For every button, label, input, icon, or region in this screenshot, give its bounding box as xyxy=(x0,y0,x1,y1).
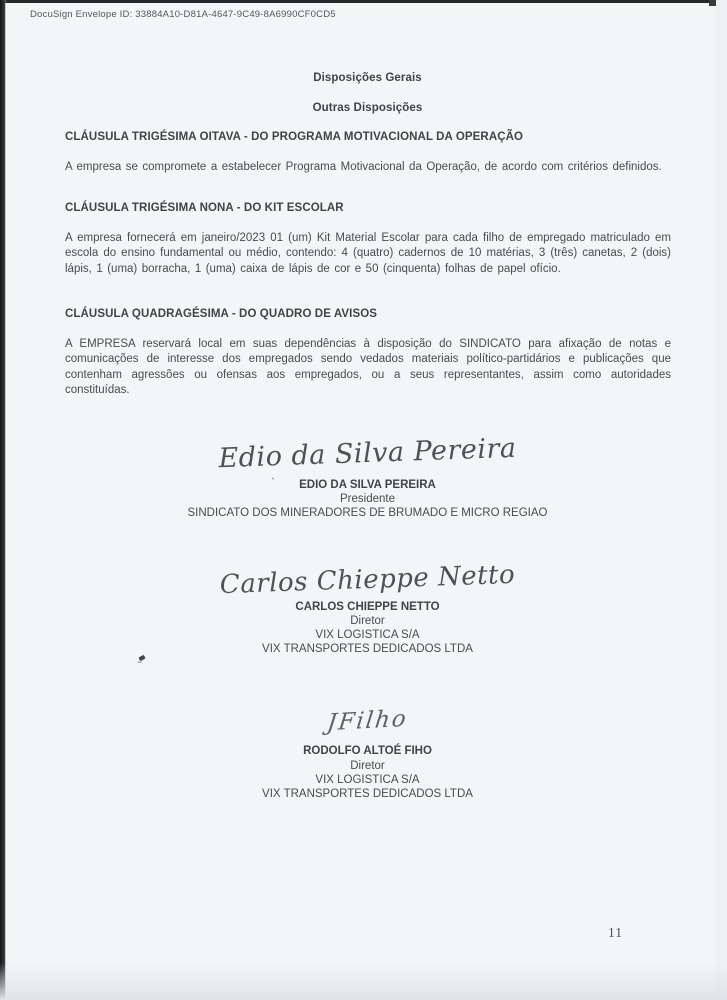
clause-40-title: CLÁUSULA QUADRAGÉSIMA - DO QUADRO DE AVISOS xyxy=(65,308,378,320)
signer-org-vix-logistica: VIX LOGISTICA S/A xyxy=(315,629,420,641)
scan-edge-left-highlight xyxy=(5,0,6,1000)
signer-name-rodolfo: RODOLFO ALTOÉ FIHO xyxy=(303,745,432,757)
ink-speck-mark xyxy=(138,655,145,661)
signature-script-carlos: Carlos Chieppe Netto xyxy=(219,559,516,601)
clause-39-body: A empresa fornecerá em janeiro/2023 01 (um) Kit Material Escolar para cada filho de empregado matriculado em escola do ensino fundamental ou médio, contendo: 4 (quatro) cadernos de 10 matérias, 3 (três) canetas, 2 (dois) lápis, 1 (uma) borracha, 1 (uma) caixa de lápis de cor e 50 (cinquenta) folhas de papel ofício. xyxy=(65,232,671,275)
subsection-heading: Outras Disposições xyxy=(312,102,423,114)
pen-tick-mark: ` xyxy=(271,477,275,489)
signer-org-vix-transportes: VIX TRANSPORTES DEDICADOS LTDA xyxy=(262,643,473,655)
signer-name-edio: EDIO DA SILVA PEREIRA xyxy=(299,479,436,491)
signer-org-sindicato: SINDICATO DOS MINERADORES DE BRUMADO E MICRO REGIAO xyxy=(187,507,548,519)
signer-role-rodolfo: Diretor xyxy=(350,760,385,772)
signature-script-edio: Edio da Silva Pereira xyxy=(218,432,517,475)
scan-edge-right xyxy=(716,0,727,1000)
scan-edge-top xyxy=(0,0,727,3)
signer-role-carlos: Diretor xyxy=(350,615,385,627)
clause-38-body: A empresa se compromete a estabelecer Programa Motivacional da Operação, de acordo com critérios definidos. xyxy=(65,161,662,173)
clause-39-title: CLÁUSULA TRIGÉSIMA NONA - DO KIT ESCOLAR xyxy=(65,202,344,214)
page-number: 11 xyxy=(608,925,623,940)
clause-40-body: A EMPRESA reservará local em suas dependências à disposição do SINDICATO para afixação de notas e comunicações de interesse dos empregados sendo vedados materiais político-partidários e publicações que contenham agressões ou ofensas aos empregados, ou a seus representantes, assim como autoridades constituídas. xyxy=(65,338,671,397)
clause-38-title: CLÁUSULA TRIGÉSIMA OITAVA - DO PROGRAMA MOTIVACIONAL DA OPERAÇÃO xyxy=(65,131,524,143)
signer-role-edio: Presidente xyxy=(340,493,395,505)
signer-name-carlos: CARLOS CHIEPPE NETTO xyxy=(295,601,440,613)
docusign-envelope-id: DocuSign Envelope ID: 33884A10-D81A-4647-9C49-8A6990CF0CD5 xyxy=(30,9,336,20)
section-heading: Disposições Gerais xyxy=(313,72,422,84)
signer-org-vix-logistica-2: VIX LOGISTICA S/A xyxy=(315,774,420,786)
signer-org-vix-transportes-2: VIX TRANSPORTES DEDICADOS LTDA xyxy=(262,788,473,800)
scan-edge-bottom xyxy=(0,962,727,1000)
signature-script-rodolfo: JFilho xyxy=(325,705,410,737)
